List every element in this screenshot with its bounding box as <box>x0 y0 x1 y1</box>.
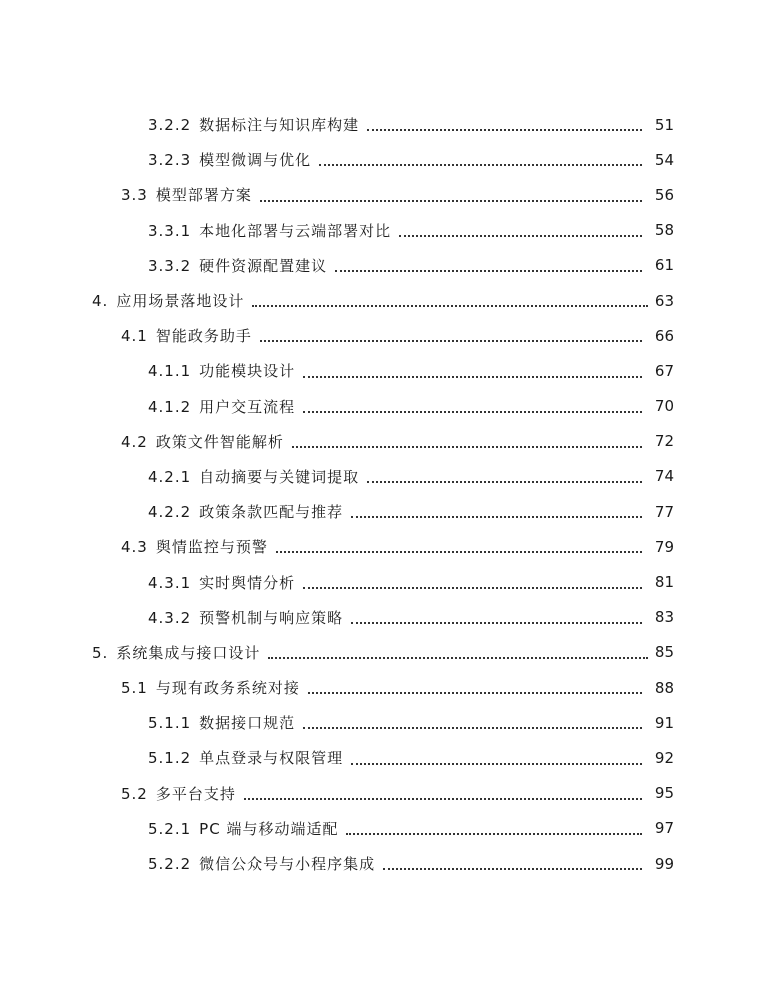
toc-entry-title: 功能模块设计 <box>199 362 296 381</box>
dot-leader <box>335 269 642 272</box>
toc-entry-number: 5.2.2 <box>148 855 192 874</box>
toc-entry-title: 舆情监控与预警 <box>155 538 268 557</box>
toc-entry-title: 应用场景落地设计 <box>116 292 245 311</box>
toc-entry-title: 预警机制与响应策略 <box>199 608 344 627</box>
toc-entry-title: 政策文件智能解析 <box>155 432 284 451</box>
toc-entry-number: 4.1.2 <box>148 397 192 416</box>
toc-entry-label <box>148 255 331 276</box>
toc-entry-title: 单点登录与权限管理 <box>199 749 344 768</box>
toc-entry[interactable] <box>0 213 765 248</box>
toc-entry-label <box>148 466 363 487</box>
toc-entry-page: 95 <box>654 784 674 803</box>
toc-entry-number: 3.2.2 <box>148 116 192 135</box>
dot-leader <box>276 550 642 553</box>
toc-entry-page: 67 <box>654 361 674 380</box>
toc-entry-label <box>92 290 248 311</box>
toc-entry-title: 本地化部署与云端部署对比 <box>199 221 392 240</box>
toc-entry-number: 4.3.1 <box>148 573 192 592</box>
toc-entry-page: 88 <box>654 678 674 697</box>
toc-entry-page: 77 <box>654 502 674 521</box>
dot-leader <box>268 656 648 659</box>
toc-entry-page: 58 <box>654 221 674 240</box>
toc-entry-title: 智能政务助手 <box>155 327 252 346</box>
toc-entry-title: 模型部署方案 <box>155 186 252 205</box>
toc-entry-label <box>148 220 395 241</box>
toc-entry-label <box>148 853 379 874</box>
toc-entry-label <box>148 747 347 768</box>
toc-entry-page: 91 <box>654 713 674 732</box>
toc-entry-label <box>148 607 347 628</box>
toc-entry-page: 70 <box>654 397 674 416</box>
toc-entry[interactable] <box>0 776 765 811</box>
toc-entry-page: 66 <box>654 326 674 345</box>
toc-entry-title: 模型微调与优化 <box>199 151 312 170</box>
toc-entry[interactable] <box>0 389 765 424</box>
toc-entry[interactable] <box>0 318 765 353</box>
toc-entry-label <box>121 536 272 557</box>
toc-entry[interactable] <box>0 142 765 177</box>
toc-entry-label <box>148 360 299 381</box>
toc-entry[interactable] <box>0 705 765 740</box>
toc-entry-number: 4. <box>92 292 109 311</box>
toc-entry-page: 97 <box>654 819 674 838</box>
toc-entry-number: 4.2 <box>121 432 148 451</box>
dot-leader <box>303 586 642 589</box>
toc-entry-page: 99 <box>654 854 674 873</box>
toc-entry-label <box>148 149 315 170</box>
toc-entry[interactable] <box>0 740 765 775</box>
toc-entry-page: 51 <box>654 115 674 134</box>
toc-entry-number: 5.2.1 <box>148 819 192 838</box>
toc-entry-label <box>92 642 264 663</box>
dot-leader <box>351 621 642 624</box>
toc-entry[interactable] <box>0 107 765 142</box>
toc-entry-page: 85 <box>654 643 674 662</box>
toc-entry-number: 5.1.2 <box>148 749 192 768</box>
toc-entry-label <box>121 431 288 452</box>
toc-entry-number: 5.1.1 <box>148 714 192 733</box>
toc-entry-number: 4.2.2 <box>148 503 192 522</box>
toc-entry-page: 81 <box>654 573 674 592</box>
toc-entry-label <box>148 114 363 135</box>
toc-entry-number: 3.2.3 <box>148 151 192 170</box>
toc-entry[interactable] <box>0 529 765 564</box>
toc-entry-page: 83 <box>654 608 674 627</box>
toc-entry-number: 5.2 <box>121 784 148 803</box>
toc-entry[interactable] <box>0 424 765 459</box>
toc-entry-page: 61 <box>654 256 674 275</box>
toc-entry-title: 数据标注与知识库构建 <box>199 116 360 135</box>
toc-entry-label <box>121 783 240 804</box>
toc-entry-title: 用户交互流程 <box>199 397 296 416</box>
dot-leader <box>260 199 642 202</box>
dot-leader <box>383 867 642 870</box>
dot-leader <box>303 410 642 413</box>
toc-entry-page: 74 <box>654 467 674 486</box>
toc-entry[interactable] <box>0 353 765 388</box>
toc-entry-number: 5. <box>92 643 109 662</box>
toc-entry-title: 与现有政务系统对接 <box>155 679 300 698</box>
toc-entry-label <box>148 712 299 733</box>
toc-entry-label <box>121 677 304 698</box>
toc-entry-page: 92 <box>654 748 674 767</box>
toc-entry-title: PC 端与移动端适配 <box>199 819 339 838</box>
toc-entry-label <box>148 818 342 839</box>
toc-entry[interactable] <box>0 494 765 529</box>
toc-entry-label <box>148 572 299 593</box>
toc-entry[interactable] <box>0 283 765 318</box>
toc-entry-title: 微信公众号与小程序集成 <box>199 855 376 874</box>
dot-leader <box>367 480 642 483</box>
toc-entry-number: 4.1 <box>121 327 148 346</box>
toc-entry-number: 4.2.1 <box>148 467 192 486</box>
dot-leader <box>303 375 642 378</box>
toc-entry[interactable] <box>0 177 765 212</box>
toc-entry-title: 硬件资源配置建议 <box>199 256 328 275</box>
toc-entry-number: 3.3.2 <box>148 256 192 275</box>
toc-entry-title: 数据接口规范 <box>199 714 296 733</box>
toc-entry-label <box>148 396 299 417</box>
dot-leader <box>308 691 642 694</box>
dot-leader <box>367 128 642 131</box>
dot-leader <box>399 234 642 237</box>
toc-entry-page: 63 <box>654 291 674 310</box>
toc-entry-title: 实时舆情分析 <box>199 573 296 592</box>
toc-entry[interactable] <box>0 248 765 283</box>
dot-leader <box>252 304 648 307</box>
toc-entry[interactable] <box>0 564 765 599</box>
toc-entry[interactable] <box>0 600 765 635</box>
toc-entry[interactable] <box>0 635 765 670</box>
toc-entry-label <box>148 501 347 522</box>
dot-leader <box>346 832 642 835</box>
toc-entry-number: 5.1 <box>121 679 148 698</box>
toc-entry-title: 多平台支持 <box>155 784 236 803</box>
dot-leader <box>351 762 642 765</box>
toc-entry[interactable] <box>0 459 765 494</box>
toc-entry-number: 4.3.2 <box>148 608 192 627</box>
table-of-contents <box>0 107 765 881</box>
dot-leader <box>351 515 642 518</box>
dot-leader <box>303 726 642 729</box>
toc-entry-page: 79 <box>654 537 674 556</box>
toc-entry-number: 3.3.1 <box>148 221 192 240</box>
toc-entry-number: 3.3 <box>121 186 148 205</box>
toc-entry-title: 系统集成与接口设计 <box>116 643 261 662</box>
dot-leader <box>292 445 642 448</box>
toc-entry[interactable] <box>0 811 765 846</box>
toc-entry-page: 72 <box>654 432 674 451</box>
toc-entry-title: 自动摘要与关键词提取 <box>199 467 360 486</box>
toc-entry-label <box>121 325 256 346</box>
dot-leader <box>319 163 642 166</box>
toc-entry-number: 4.1.1 <box>148 362 192 381</box>
dot-leader <box>260 339 642 342</box>
toc-entry-label <box>121 184 256 205</box>
toc-entry-number: 4.3 <box>121 538 148 557</box>
dot-leader <box>244 797 642 800</box>
toc-entry[interactable] <box>0 670 765 705</box>
toc-entry-page: 56 <box>654 185 674 204</box>
toc-entry[interactable] <box>0 846 765 881</box>
toc-entry-title: 政策条款匹配与推荐 <box>199 503 344 522</box>
toc-entry-page: 54 <box>654 150 674 169</box>
